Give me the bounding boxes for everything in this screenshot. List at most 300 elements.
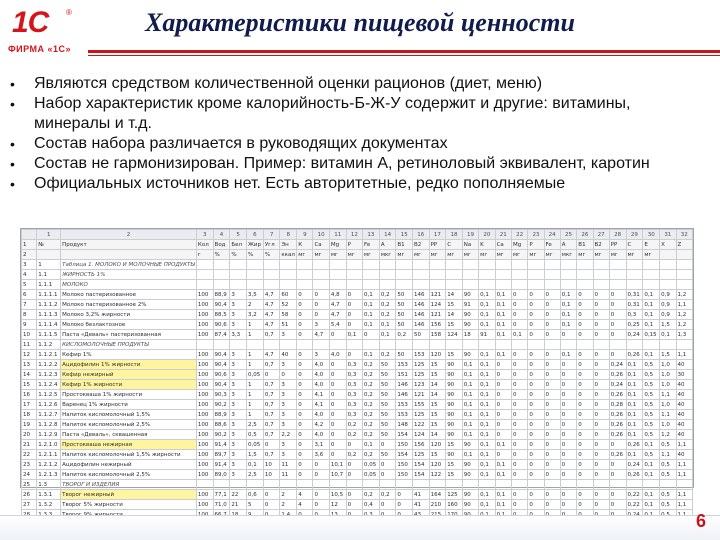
value-cell bbox=[626, 480, 643, 490]
value-cell: 0 bbox=[346, 310, 362, 320]
value-cell bbox=[230, 340, 247, 350]
value-cell: 90 bbox=[462, 290, 478, 300]
value-cell: 0,1 bbox=[462, 360, 478, 370]
value-cell: 0,1 bbox=[479, 310, 495, 320]
value-cell: 0,1 bbox=[346, 330, 362, 340]
value-cell bbox=[230, 270, 247, 280]
column-number-cell: 21 bbox=[495, 230, 511, 240]
value-cell: 10,7 bbox=[329, 470, 346, 480]
value-cell: 0,1 bbox=[379, 320, 396, 330]
value-cell bbox=[313, 260, 329, 270]
value-cell: 0 bbox=[609, 330, 626, 340]
value-cell: 90 bbox=[462, 440, 478, 450]
value-cell: С bbox=[446, 240, 463, 250]
value-cell: 40 bbox=[676, 410, 692, 420]
value-cell: 146 bbox=[396, 380, 413, 390]
value-cell: 52 bbox=[280, 300, 297, 310]
value-cell bbox=[626, 280, 643, 290]
value-cell: 122 bbox=[413, 420, 430, 430]
value-cell: 0 bbox=[313, 470, 329, 480]
column-number-cell: 13 bbox=[363, 230, 380, 240]
product-name-cell: ТВОРОГ И ИЗДЕЛИЯ bbox=[61, 480, 197, 490]
bullet-item bbox=[8, 94, 708, 134]
value-cell: 0 bbox=[577, 420, 593, 430]
value-cell: мкг bbox=[560, 250, 577, 260]
column-number-cell: 11 bbox=[329, 230, 346, 240]
value-cell: 0,1 bbox=[363, 310, 380, 320]
value-cell bbox=[230, 260, 247, 270]
value-cell bbox=[511, 280, 527, 290]
value-cell: 3 bbox=[280, 450, 297, 460]
value-cell: 0,2 bbox=[379, 350, 396, 360]
value-cell bbox=[429, 480, 446, 490]
row-number-cell: 16 bbox=[22, 390, 37, 400]
value-cell: 0,1 bbox=[462, 410, 478, 420]
value-cell bbox=[544, 340, 560, 350]
value-cell: 50 bbox=[379, 380, 396, 390]
value-cell: 100 bbox=[196, 370, 213, 380]
value-cell: 0 bbox=[329, 360, 346, 370]
value-cell: 1 bbox=[246, 410, 263, 420]
value-cell: 100 bbox=[196, 380, 213, 390]
value-cell: 0,7 bbox=[263, 420, 280, 430]
value-cell bbox=[676, 250, 692, 260]
value-cell: 0,2 bbox=[363, 420, 380, 430]
value-cell: 122 bbox=[429, 470, 446, 480]
row-number-cell: 26 bbox=[22, 490, 37, 500]
value-cell: 5,4 bbox=[329, 320, 346, 330]
table-row bbox=[22, 430, 693, 440]
value-cell: 0,1 bbox=[479, 490, 495, 500]
value-cell: Х bbox=[660, 240, 676, 250]
value-cell: 0 bbox=[346, 300, 362, 310]
value-cell: 0,1 bbox=[643, 470, 660, 480]
value-cell: 0 bbox=[544, 500, 560, 510]
product-name-cell: Простокваша 1% жирности bbox=[61, 390, 197, 400]
value-cell: 0 bbox=[577, 390, 593, 400]
value-cell: 0,7 bbox=[263, 410, 280, 420]
value-cell bbox=[346, 270, 362, 280]
value-cell: 2,5 bbox=[246, 420, 263, 430]
value-cell: 3 bbox=[230, 420, 247, 430]
value-cell: 0 bbox=[363, 330, 380, 340]
value-cell: 0,7 bbox=[263, 430, 280, 440]
table-row bbox=[22, 300, 693, 310]
value-cell: 0,1 bbox=[363, 440, 380, 450]
value-cell: 146 bbox=[413, 310, 430, 320]
value-cell: 0,26 bbox=[626, 470, 643, 480]
bullet-text: Являются средством количественной оценки рационов (диет, меню) bbox=[34, 75, 543, 92]
value-cell: 0 bbox=[577, 360, 593, 370]
value-cell bbox=[263, 480, 280, 490]
value-cell: 14 bbox=[429, 390, 446, 400]
value-cell: 0,1 bbox=[626, 410, 643, 420]
value-cell: 124 bbox=[413, 430, 430, 440]
value-cell: 0,1 bbox=[479, 360, 495, 370]
row-number-cell: 3 bbox=[22, 260, 37, 270]
value-cell: В2 bbox=[413, 240, 430, 250]
value-cell bbox=[528, 270, 544, 280]
value-cell: 0,1 bbox=[462, 370, 478, 380]
value-cell: 91,4 bbox=[213, 460, 230, 470]
value-cell: 0,2 bbox=[363, 400, 380, 410]
product-name-cell: Молоко пастеризованное bbox=[61, 290, 197, 300]
value-cell: 0 bbox=[346, 350, 362, 360]
value-cell: 121 bbox=[413, 390, 430, 400]
value-cell: 0 bbox=[495, 360, 511, 370]
value-cell bbox=[660, 260, 676, 270]
value-cell: 0,7 bbox=[263, 380, 280, 390]
value-cell: 3 bbox=[230, 350, 247, 360]
value-cell: 3 bbox=[230, 300, 247, 310]
value-cell: 0,26 bbox=[609, 390, 626, 400]
table-row bbox=[22, 450, 693, 460]
value-cell bbox=[544, 480, 560, 490]
value-cell: 153 bbox=[396, 400, 413, 410]
value-cell: 0 bbox=[528, 430, 544, 440]
value-cell bbox=[297, 280, 313, 290]
value-cell: 0,1 bbox=[626, 400, 643, 410]
value-cell: 0 bbox=[511, 380, 527, 390]
value-cell: 0,5 bbox=[660, 470, 676, 480]
value-cell: 89,7 bbox=[213, 450, 230, 460]
value-cell: 90,4 bbox=[213, 350, 230, 360]
value-cell bbox=[297, 260, 313, 270]
value-cell bbox=[413, 260, 430, 270]
value-cell: 0,3 bbox=[626, 310, 643, 320]
value-cell bbox=[246, 280, 263, 290]
bullet-item bbox=[8, 74, 708, 94]
value-cell: 0,5 bbox=[643, 390, 660, 400]
value-cell: 148 bbox=[396, 420, 413, 430]
value-cell: P bbox=[528, 240, 544, 250]
value-cell: 50 bbox=[396, 350, 413, 360]
value-cell: 0 bbox=[560, 390, 577, 400]
value-cell: % bbox=[230, 250, 247, 260]
value-cell: мг bbox=[528, 250, 544, 260]
value-cell: 0,22 bbox=[626, 500, 643, 510]
value-cell: 0 bbox=[263, 490, 280, 500]
value-cell: 3 bbox=[230, 360, 247, 370]
value-cell: 0,1 bbox=[626, 450, 643, 460]
value-cell: 0,9 bbox=[660, 290, 676, 300]
value-cell: 1,5 bbox=[660, 320, 676, 330]
value-cell: 14 bbox=[446, 310, 463, 320]
value-cell: 0 bbox=[609, 460, 626, 470]
value-cell: Жир bbox=[246, 240, 263, 250]
value-cell: г bbox=[196, 250, 213, 260]
value-cell bbox=[446, 260, 463, 270]
value-cell: 0 bbox=[511, 410, 527, 420]
value-cell: 1 bbox=[246, 320, 263, 330]
value-cell: 0,2 bbox=[363, 360, 380, 370]
value-cell: 146 bbox=[413, 290, 430, 300]
value-cell: 0,1 bbox=[626, 430, 643, 440]
bullet-dot-icon: • bbox=[10, 96, 15, 112]
value-cell: 153 bbox=[396, 410, 413, 420]
value-cell bbox=[462, 340, 478, 350]
value-cell: 0 bbox=[329, 390, 346, 400]
value-cell: 150 bbox=[396, 440, 413, 450]
value-cell: 4,7 bbox=[313, 330, 329, 340]
value-cell: 71,0 bbox=[213, 500, 230, 510]
value-cell bbox=[413, 340, 430, 350]
value-cell bbox=[577, 340, 593, 350]
value-cell: 154 bbox=[413, 470, 430, 480]
value-cell bbox=[528, 280, 544, 290]
code-cell: 1.1.2.8 bbox=[37, 420, 61, 430]
value-cell: 0 bbox=[495, 420, 511, 430]
value-cell: 10 bbox=[263, 470, 280, 480]
value-cell: 0,2 bbox=[363, 370, 380, 380]
value-cell: 0,2 bbox=[363, 450, 380, 460]
value-cell: 90 bbox=[446, 420, 463, 430]
value-cell: 100 bbox=[196, 390, 213, 400]
row-number-cell: 1 bbox=[22, 240, 37, 250]
value-cell: 0 bbox=[609, 350, 626, 360]
value-cell: 0 bbox=[511, 490, 527, 500]
code-cell bbox=[37, 250, 61, 260]
code-cell: 1.1.1 bbox=[37, 280, 61, 290]
value-cell: 0 bbox=[297, 380, 313, 390]
value-cell: мг bbox=[329, 250, 346, 260]
value-cell: 0 bbox=[528, 310, 544, 320]
value-cell: 0 bbox=[528, 380, 544, 390]
column-number-cell: 32 bbox=[676, 230, 692, 240]
value-cell: % bbox=[213, 250, 230, 260]
value-cell: 0 bbox=[593, 380, 609, 390]
table-row bbox=[22, 460, 693, 470]
value-cell bbox=[643, 260, 660, 270]
bullet-item bbox=[8, 174, 708, 194]
value-cell: 15 bbox=[446, 470, 463, 480]
value-cell: 50 bbox=[413, 330, 430, 340]
value-cell: 0 bbox=[593, 310, 609, 320]
value-cell: 0,1 bbox=[560, 320, 577, 330]
company-logo bbox=[8, 6, 78, 58]
value-cell: 1,0 bbox=[660, 370, 676, 380]
value-cell: 0 bbox=[528, 300, 544, 310]
value-cell: 0 bbox=[560, 360, 577, 370]
value-cell bbox=[379, 340, 396, 350]
value-cell: 40 bbox=[676, 400, 692, 410]
value-cell: 0 bbox=[297, 400, 313, 410]
row-number-cell: 24 bbox=[22, 470, 37, 480]
product-name-cell: Молоко 3,2% жирности bbox=[61, 310, 197, 320]
value-cell: 121 bbox=[429, 290, 446, 300]
value-cell: 158 bbox=[429, 330, 446, 340]
value-cell: 0 bbox=[297, 430, 313, 440]
value-cell: 1,1 bbox=[676, 470, 692, 480]
value-cell: 0,1 bbox=[479, 460, 495, 470]
value-cell: 0 bbox=[544, 450, 560, 460]
value-cell: 4,7 bbox=[263, 290, 280, 300]
value-cell: 77,1 bbox=[213, 490, 230, 500]
table-row bbox=[22, 440, 693, 450]
value-cell bbox=[196, 260, 213, 270]
value-cell: 150 bbox=[396, 470, 413, 480]
value-cell bbox=[213, 280, 230, 290]
value-cell: 0 bbox=[593, 420, 609, 430]
value-cell: 0,5 bbox=[643, 410, 660, 420]
bullet-dot-icon: • bbox=[10, 76, 15, 92]
value-cell: 91,4 bbox=[213, 440, 230, 450]
value-cell: 0 bbox=[577, 490, 593, 500]
row-number-cell: 25 bbox=[22, 480, 37, 490]
product-name-cell: Молоко безлактозное bbox=[61, 320, 197, 330]
product-name-cell: Напиток кисломолочный 1,5% bbox=[61, 410, 197, 420]
value-cell: 1,0 bbox=[660, 420, 676, 430]
value-cell: 3 bbox=[280, 390, 297, 400]
value-cell: 0 bbox=[297, 330, 313, 340]
value-cell bbox=[280, 340, 297, 350]
column-number-cell: 2 bbox=[61, 230, 197, 240]
value-cell: 146 bbox=[413, 320, 430, 330]
value-cell: мг bbox=[643, 250, 660, 260]
value-cell: 0,1 bbox=[511, 330, 527, 340]
value-cell: 0 bbox=[511, 470, 527, 480]
column-number-cell: 27 bbox=[593, 230, 609, 240]
value-cell bbox=[346, 260, 362, 270]
value-cell: 90,2 bbox=[213, 400, 230, 410]
value-cell: 90 bbox=[462, 460, 478, 470]
value-cell bbox=[263, 260, 280, 270]
table-row bbox=[22, 390, 693, 400]
value-cell: 3 bbox=[230, 290, 247, 300]
value-cell bbox=[329, 480, 346, 490]
value-cell: 100 bbox=[196, 300, 213, 310]
value-cell: 90 bbox=[446, 360, 463, 370]
value-cell: 0 bbox=[511, 390, 527, 400]
value-cell: 0,1 bbox=[495, 500, 511, 510]
value-cell bbox=[280, 260, 297, 270]
value-cell: 90 bbox=[446, 370, 463, 380]
code-cell: 1.1.1.4 bbox=[37, 320, 61, 330]
value-cell: 0 bbox=[329, 380, 346, 390]
code-cell: 1.1.1.5 bbox=[37, 330, 61, 340]
value-cell: 90,4 bbox=[213, 360, 230, 370]
value-cell: 90 bbox=[446, 390, 463, 400]
value-cell: 153 bbox=[413, 350, 430, 360]
bullet-item bbox=[8, 134, 708, 154]
code-cell: 1.2.1.1 bbox=[37, 450, 61, 460]
value-cell: 100 bbox=[196, 420, 213, 430]
column-number-cell: 29 bbox=[626, 230, 643, 240]
value-cell: 3 bbox=[230, 390, 247, 400]
value-cell bbox=[660, 270, 676, 280]
value-cell: Ca bbox=[495, 240, 511, 250]
value-cell: 2 bbox=[280, 500, 297, 510]
value-cell bbox=[196, 340, 213, 350]
value-cell: 1,5 bbox=[660, 350, 676, 360]
value-cell: 15 bbox=[446, 350, 463, 360]
value-cell: 0 bbox=[379, 440, 396, 450]
value-cell: 0 bbox=[346, 320, 362, 330]
value-cell bbox=[213, 340, 230, 350]
code-cell: 1.1.2.2 bbox=[37, 360, 61, 370]
value-cell bbox=[313, 480, 329, 490]
value-cell: 1,2 bbox=[660, 430, 676, 440]
value-cell: 88,9 bbox=[213, 410, 230, 420]
value-cell: 0,1 bbox=[495, 290, 511, 300]
value-cell: 100 bbox=[196, 360, 213, 370]
value-cell: 164 bbox=[429, 490, 446, 500]
value-cell: 0 bbox=[346, 290, 362, 300]
value-cell: 0,1 bbox=[643, 460, 660, 470]
value-cell bbox=[329, 260, 346, 270]
value-cell bbox=[213, 480, 230, 490]
value-cell: 3 bbox=[280, 440, 297, 450]
value-cell: 50 bbox=[379, 370, 396, 380]
table-row bbox=[22, 370, 693, 380]
code-cell: 1.2.1.2 bbox=[37, 460, 61, 470]
value-cell bbox=[626, 260, 643, 270]
value-cell bbox=[479, 280, 495, 290]
value-cell: 0 bbox=[609, 310, 626, 320]
value-cell: 0 bbox=[528, 440, 544, 450]
value-cell: 100 bbox=[196, 410, 213, 420]
value-cell: 0 bbox=[593, 360, 609, 370]
column-number-cell: 5 bbox=[230, 230, 247, 240]
column-number-cell: 7 bbox=[263, 230, 280, 240]
value-cell: 0 bbox=[544, 390, 560, 400]
value-cell bbox=[329, 270, 346, 280]
value-cell: 0 bbox=[577, 440, 593, 450]
value-cell: 0,1 bbox=[379, 330, 396, 340]
value-cell bbox=[446, 270, 463, 280]
value-cell: 125 bbox=[446, 490, 463, 500]
value-cell bbox=[313, 280, 329, 290]
value-cell: 0 bbox=[577, 400, 593, 410]
value-cell: 0,1 bbox=[643, 490, 660, 500]
product-name-cell: Напиток кисломолочный 2,5% bbox=[61, 420, 197, 430]
column-number-cell: 20 bbox=[479, 230, 495, 240]
code-cell: 1.1.2.6 bbox=[37, 400, 61, 410]
value-cell bbox=[511, 270, 527, 280]
value-cell: 0 bbox=[297, 440, 313, 450]
value-cell: 146 bbox=[413, 300, 430, 310]
value-cell: 0 bbox=[560, 500, 577, 510]
value-cell: 100 bbox=[196, 310, 213, 320]
value-cell: 3 bbox=[313, 350, 329, 360]
value-cell: 0,6 bbox=[246, 490, 263, 500]
value-cell: 0,1 bbox=[495, 300, 511, 310]
value-cell: Е bbox=[643, 240, 660, 250]
value-cell: 0 bbox=[396, 500, 413, 510]
value-cell: 90 bbox=[446, 410, 463, 420]
row-number-cell: 15 bbox=[22, 380, 37, 390]
value-cell: 0,1 bbox=[560, 350, 577, 360]
value-cell: 0 bbox=[593, 400, 609, 410]
value-cell: 0,24 bbox=[626, 460, 643, 470]
value-cell: 0,1 bbox=[660, 330, 676, 340]
table-row bbox=[22, 270, 693, 280]
value-cell: 0 bbox=[593, 470, 609, 480]
code-cell: № bbox=[37, 240, 61, 250]
value-cell: 0,26 bbox=[626, 440, 643, 450]
value-cell: 0 bbox=[577, 460, 593, 470]
value-cell: 90,4 bbox=[213, 380, 230, 390]
row-number-cell: 12 bbox=[22, 350, 37, 360]
value-cell: 5 bbox=[246, 500, 263, 510]
value-cell: 0 bbox=[544, 330, 560, 340]
value-cell: 0,1 bbox=[479, 470, 495, 480]
value-cell: 0,1 bbox=[363, 320, 380, 330]
value-cell: 0,1 bbox=[495, 490, 511, 500]
value-cell: 0 bbox=[495, 390, 511, 400]
value-cell: 0,24 bbox=[609, 360, 626, 370]
value-cell: 125 bbox=[413, 410, 430, 420]
